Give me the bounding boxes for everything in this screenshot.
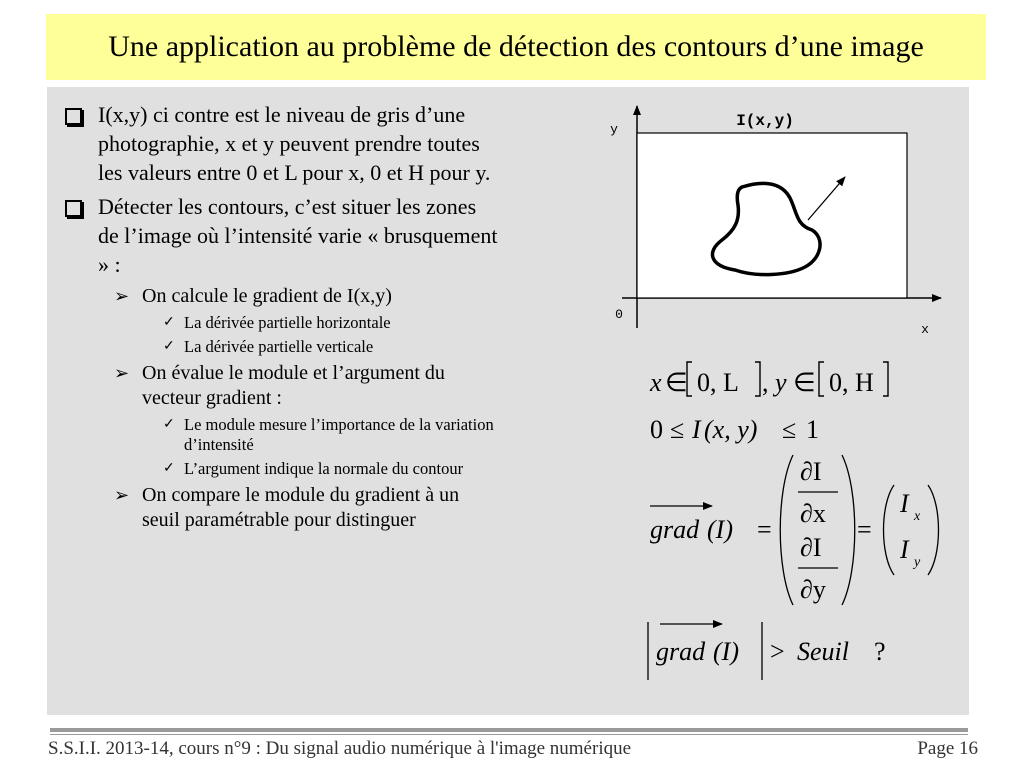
formula-symbol: grad [656, 637, 706, 666]
bullet-text: I(x,y) ci contre est le niveau de gris d’une photographie, x et y peuvent prendre toutes les valeurs entre 0 et L pour x, 0 et H pour y. [98, 102, 491, 185]
threshold-formula [648, 622, 886, 680]
check-bullet-icon: ✓ [163, 417, 175, 432]
formula-symbol: ∈ [793, 368, 816, 397]
x-axis-label: x [921, 322, 929, 337]
formula-symbol: (I) [707, 515, 733, 544]
bullet-text: L’argument indique la normale du contour [184, 459, 464, 478]
check-bullet-icon: ✓ [163, 339, 175, 354]
bullet-text: On calcule le gradient de I(x,y) [142, 285, 392, 307]
formula-symbol: Seuil [797, 637, 849, 666]
formula-symbol: ≤ [782, 415, 797, 444]
bullet-text: La dérivée partielle horizontale [184, 313, 391, 332]
bullet-text: On évalue le module et l’argument du vecteur gradient : [142, 362, 445, 409]
formula-symbol: ∂I [800, 533, 822, 562]
intensity-bound-formula [650, 415, 819, 444]
formula-symbol: 0, H [829, 368, 874, 397]
formula-symbol: ∂I [800, 457, 822, 486]
sub-bullet-item [60, 483, 500, 533]
footer-rule [50, 728, 968, 732]
formula-symbol: ∈ [665, 368, 688, 397]
box-bullet-icon [65, 100, 82, 132]
formula-symbol: (x, y) [704, 415, 758, 444]
footer-course: S.S.I.I. 2013-14, cours n°9 : Du signal audio numérique à l'image numérique [48, 738, 632, 759]
formula-symbol: y [914, 555, 921, 570]
formula-symbol: (I) [713, 637, 739, 666]
formula-symbol: , [762, 368, 769, 397]
formula-symbol: > [770, 637, 785, 666]
footer-page-number: Page 16 [917, 738, 978, 759]
bullet-text: On compare le module du gradient à un seuil paramétrable pour distinguer [142, 484, 460, 531]
formula-symbol: 1 [806, 415, 819, 444]
formula-symbol: ∂x [800, 499, 826, 528]
formula-symbol: x [650, 368, 662, 397]
formula-symbol: ? [874, 637, 886, 666]
formula-symbol: 0, L [697, 368, 739, 397]
sub-sub-bullet-item [60, 313, 500, 333]
box-bullet-icon [65, 192, 82, 224]
bullet-text: Le module mesure l’importance de la variation d’intensité [184, 415, 494, 454]
formula-symbol: I [900, 489, 909, 518]
gradient-formula [650, 455, 939, 605]
formula-symbol: x [914, 509, 921, 524]
formula-symbol: 0 [650, 415, 663, 444]
arrow-bullet-icon: ➢ [114, 485, 130, 505]
formula-symbol: ≤ [670, 415, 685, 444]
slide-title-bar [46, 14, 986, 80]
arrow-bullet-icon: ➢ [114, 363, 130, 383]
formula-symbol: = [857, 515, 872, 544]
bullet-list [60, 100, 500, 537]
y-axis-label: y [610, 122, 618, 137]
formula-symbol: grad [650, 515, 700, 544]
bullet-text: Détecter les contours, c’est situer les zones de l’image où l’intensité varie « brusquement » : [98, 194, 498, 277]
check-bullet-icon: ✓ [163, 461, 175, 476]
formula-symbol: y [775, 368, 787, 397]
bullet-item [60, 192, 500, 279]
slide-title: Une application au problème de détection des contours d’une image [108, 30, 924, 63]
formula-symbol: ∂y [800, 575, 826, 604]
sub-sub-bullet-item [60, 337, 500, 357]
sub-sub-bullet-item [60, 415, 500, 455]
check-bullet-icon: ✓ [163, 315, 175, 330]
formula-symbol: I [692, 415, 701, 444]
footer-rule [50, 734, 968, 735]
domain-formula [649, 362, 888, 397]
sub-sub-bullet-item [60, 459, 500, 479]
sub-bullet-item [60, 284, 500, 309]
bullet-text: La dérivée partielle verticale [184, 337, 374, 356]
formula-symbol: = [757, 515, 772, 544]
diagram-title: I(x,y) [736, 112, 794, 130]
origin-label: 0 [615, 307, 623, 322]
image-coordinate-diagram [600, 100, 960, 340]
bullet-item [60, 100, 500, 187]
formula-block [636, 355, 956, 685]
formula-symbol: I [900, 535, 909, 564]
sub-bullet-item [60, 361, 500, 411]
arrow-bullet-icon: ➢ [114, 286, 130, 306]
